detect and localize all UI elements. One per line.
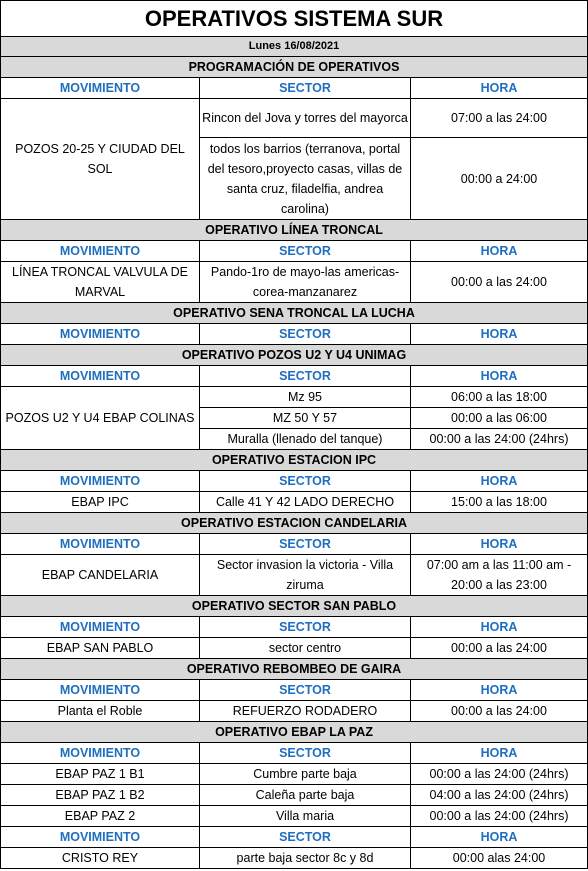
column-header-movimiento: MOVIMIENTO <box>1 680 200 701</box>
column-header-movimiento: MOVIMIENTO <box>1 617 200 638</box>
section-title-ipc: OPERATIVO ESTACION IPC <box>1 450 588 471</box>
cell-sector: Mz 95 <box>200 387 411 408</box>
column-header-movimiento: MOVIMIENTO <box>1 743 200 764</box>
column-header-sector: SECTOR <box>200 471 411 492</box>
column-header-sector: SECTOR <box>200 534 411 555</box>
column-header-movimiento: MOVIMIENTO <box>1 324 200 345</box>
cell-sector: todos los barrios (terranova, portal del tesoro,proyecto casas, villas de santa cruz, filadelfia, andrea carolina) <box>200 138 411 220</box>
cell-sector: Pando-1ro de mayo-las americas-corea-manzanarez <box>200 262 411 303</box>
column-header-sector: SECTOR <box>200 366 411 387</box>
cell-movimiento: EBAP SAN PABLO <box>1 638 200 659</box>
section-title-gaira: OPERATIVO REBOMBEO DE GAIRA <box>1 659 588 680</box>
section-title-la-paz: OPERATIVO EBAP LA PAZ <box>1 722 588 743</box>
cell-movimiento: EBAP PAZ 1 B2 <box>1 785 200 806</box>
column-header-hora: HORA <box>411 78 588 99</box>
column-header-hora: HORA <box>411 534 588 555</box>
column-header-sector: SECTOR <box>200 680 411 701</box>
cell-sector: Calle 41 Y 42 LADO DERECHO <box>200 492 411 513</box>
column-header-movimiento: MOVIMIENTO <box>1 827 200 848</box>
cell-movimiento: LÍNEA TRONCAL VALVULA DE MARVAL <box>1 262 200 303</box>
cell-movimiento: Planta el Roble <box>1 701 200 722</box>
column-header-hora: HORA <box>411 324 588 345</box>
column-header-sector: SECTOR <box>200 324 411 345</box>
cell-sector: MZ 50 Y 57 <box>200 408 411 429</box>
column-header-sector: SECTOR <box>200 827 411 848</box>
cell-sector: Sector invasion la victoria - Villa ziruma <box>200 555 411 596</box>
column-header-sector: SECTOR <box>200 743 411 764</box>
cell-sector: parte baja sector 8c y 8d <box>200 848 411 869</box>
cell-sector: Muralla (llenado del tanque) <box>200 429 411 450</box>
section-title-san-pablo: OPERATIVO SECTOR SAN PABLO <box>1 596 588 617</box>
column-header-sector: SECTOR <box>200 241 411 262</box>
cell-hora: 00:00 a 24:00 <box>411 138 588 220</box>
column-header-movimiento: MOVIMIENTO <box>1 78 200 99</box>
cell-hora: 00:00 a las 24:00 <box>411 701 588 722</box>
column-header-sector: SECTOR <box>200 617 411 638</box>
column-header-movimiento: MOVIMIENTO <box>1 366 200 387</box>
column-header-movimiento: MOVIMIENTO <box>1 471 200 492</box>
cell-hora: 06:00 a las 18:00 <box>411 387 588 408</box>
section-title-candelaria: OPERATIVO ESTACION CANDELARIA <box>1 513 588 534</box>
cell-sector: Cumbre parte baja <box>200 764 411 785</box>
cell-hora: 00:00 a las 24:00 (24hrs) <box>411 764 588 785</box>
cell-sector: REFUERZO RODADERO <box>200 701 411 722</box>
date-label: Lunes 16/08/2021 <box>1 37 588 57</box>
cell-sector: Caleña parte baja <box>200 785 411 806</box>
column-header-movimiento: MOVIMIENTO <box>1 241 200 262</box>
section-title-linea-troncal: OPERATIVO LÍNEA TRONCAL <box>1 220 588 241</box>
column-header-hora: HORA <box>411 241 588 262</box>
cell-movimiento: EBAP IPC <box>1 492 200 513</box>
cell-sector: sector centro <box>200 638 411 659</box>
cell-hora: 00:00 a las 24:00 <box>411 638 588 659</box>
column-header-movimiento: MOVIMIENTO <box>1 534 200 555</box>
section-title-programacion: PROGRAMACIÓN DE OPERATIVOS <box>1 57 588 78</box>
cell-movimiento: EBAP PAZ 2 <box>1 806 200 827</box>
cell-hora: 07:00 am a las 11:00 am - 20:00 a las 23:00 <box>411 555 588 596</box>
column-header-sector: SECTOR <box>200 78 411 99</box>
cell-hora: 04:00 a las 24:00 (24hrs) <box>411 785 588 806</box>
cell-hora: 07:00 a las 24:00 <box>411 99 588 138</box>
cell-movimiento: POZOS 20-25 Y CIUDAD DEL SOL <box>1 99 200 220</box>
section-title-pozos-u2: OPERATIVO POZOS U2 Y U4 UNIMAG <box>1 345 588 366</box>
cell-sector: Villa maria <box>200 806 411 827</box>
page-title: OPERATIVOS SISTEMA SUR <box>1 1 588 37</box>
cell-hora: 00:00 a las 24:00 (24hrs) <box>411 429 588 450</box>
column-header-hora: HORA <box>411 743 588 764</box>
column-header-hora: HORA <box>411 827 588 848</box>
cell-hora: 00:00 a las 24:00 (24hrs) <box>411 806 588 827</box>
cell-hora: 00:00 a las 06:00 <box>411 408 588 429</box>
cell-hora: 00:00 a las 24:00 <box>411 262 588 303</box>
cell-hora: 15:00 a las 18:00 <box>411 492 588 513</box>
cell-movimiento: POZOS U2 Y U4 EBAP COLINAS <box>1 387 200 450</box>
column-header-hora: HORA <box>411 680 588 701</box>
section-title-sena: OPERATIVO SENA TRONCAL LA LUCHA <box>1 303 588 324</box>
column-header-hora: HORA <box>411 617 588 638</box>
cell-sector: Rincon del Jova y torres del mayorca <box>200 99 411 138</box>
cell-movimiento: CRISTO REY <box>1 848 200 869</box>
column-header-hora: HORA <box>411 471 588 492</box>
cell-movimiento: EBAP CANDELARIA <box>1 555 200 596</box>
column-header-hora: HORA <box>411 366 588 387</box>
cell-movimiento: EBAP PAZ 1 B1 <box>1 764 200 785</box>
cell-hora: 00:00 alas 24:00 <box>411 848 588 869</box>
